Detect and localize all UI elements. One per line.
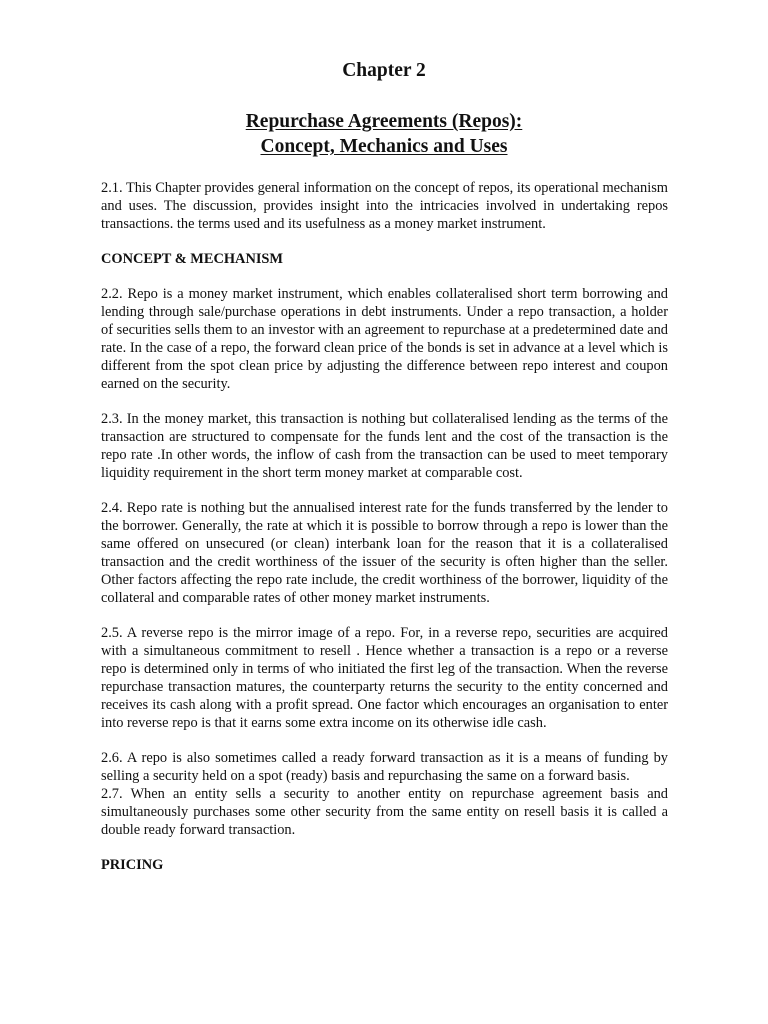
section-heading-pricing: PRICING	[101, 857, 164, 873]
paragraph-2-6: 2.6. A repo is also sometimes called a ready forward transaction as it is a means of funding by selling a security held on a spot (ready) basis and repurchasing the same on a forward basis.	[101, 750, 668, 784]
section-heading-concept-mechanism: CONCEPT & MECHANISM	[101, 251, 284, 267]
paragraph-2-3: 2.3. In the money market, this transaction is nothing but collateralised lending as the terms of the transaction are structured to compensate for the funds lent and the cost of the transaction is the repo rate .In other words, the inflow of cash from the transaction can be used to meet temporary liquidity requirement in the short term money market at comparable cost.	[101, 411, 668, 481]
chapter-title-line-2: Concept, Mechanics and Uses	[260, 136, 508, 157]
paragraph-2-2: 2.2. Repo is a money market instrument, which enables collateralised short term borrowing and lending through sale/purchase operations in debt instruments. Under a repo transaction, a holder of securities sells them to an investor with an agreement to repurchase at a predetermined date and rate. In the case of a repo, the forward clean price of the bonds is set in advance at a level which is different from the spot clean price by adjusting the difference between repo interest and coupon earned on the security.	[101, 286, 668, 392]
paragraph-2-5: 2.5. A reverse repo is the mirror image of a repo. For, in a reverse repo, securities are acquired with a simultaneous commitment to resell . Hence whether a transaction is a repo or a reverse repo is determined only in terms of who initiated the first leg of the transaction. When the reverse repurchase transaction matures, the counterparty returns the security to the entity concerned and receives its cash along with a profit spread. One factor which encourages an organisation to enter into reverse repo is that it earns some extra income on its otherwise idle cash.	[101, 625, 668, 731]
paragraph-2-7: 2.7. When an entity sells a security to another entity on repurchase agreement basis and simultaneously purchases some other security from the same entity on resell basis it is called a double ready forward transaction.	[101, 786, 668, 838]
paragraph-2-4: 2.4. Repo rate is nothing but the annualised interest rate for the funds transferred by the lender to the borrower. Generally, the rate at which it is possible to borrow through a repo is lower than the same offered on unsecured (or clean) interbank loan for the reason that it is a collateralised transaction and the credit worthiness of the issuer of the security is often higher than the seller. Other factors affecting the repo rate include, the credit worthiness of the borrower, liquidity of the collateral and comparable rates of other money market instruments.	[101, 500, 668, 606]
paragraph-2-1: 2.1. This Chapter provides general information on the concept of repos, its operational mechanism and uses. The discussion, provides insight into the intricacies involved in undertaking repos transactions. the terms used and its usefulness as a money market instrument.	[101, 180, 668, 232]
chapter-title-line-1: Repurchase Agreements (Repos):	[245, 111, 523, 132]
chapter-title	[0, 109, 768, 159]
chapter-heading: Chapter 2	[342, 60, 426, 81]
document-body	[101, 179, 668, 891]
